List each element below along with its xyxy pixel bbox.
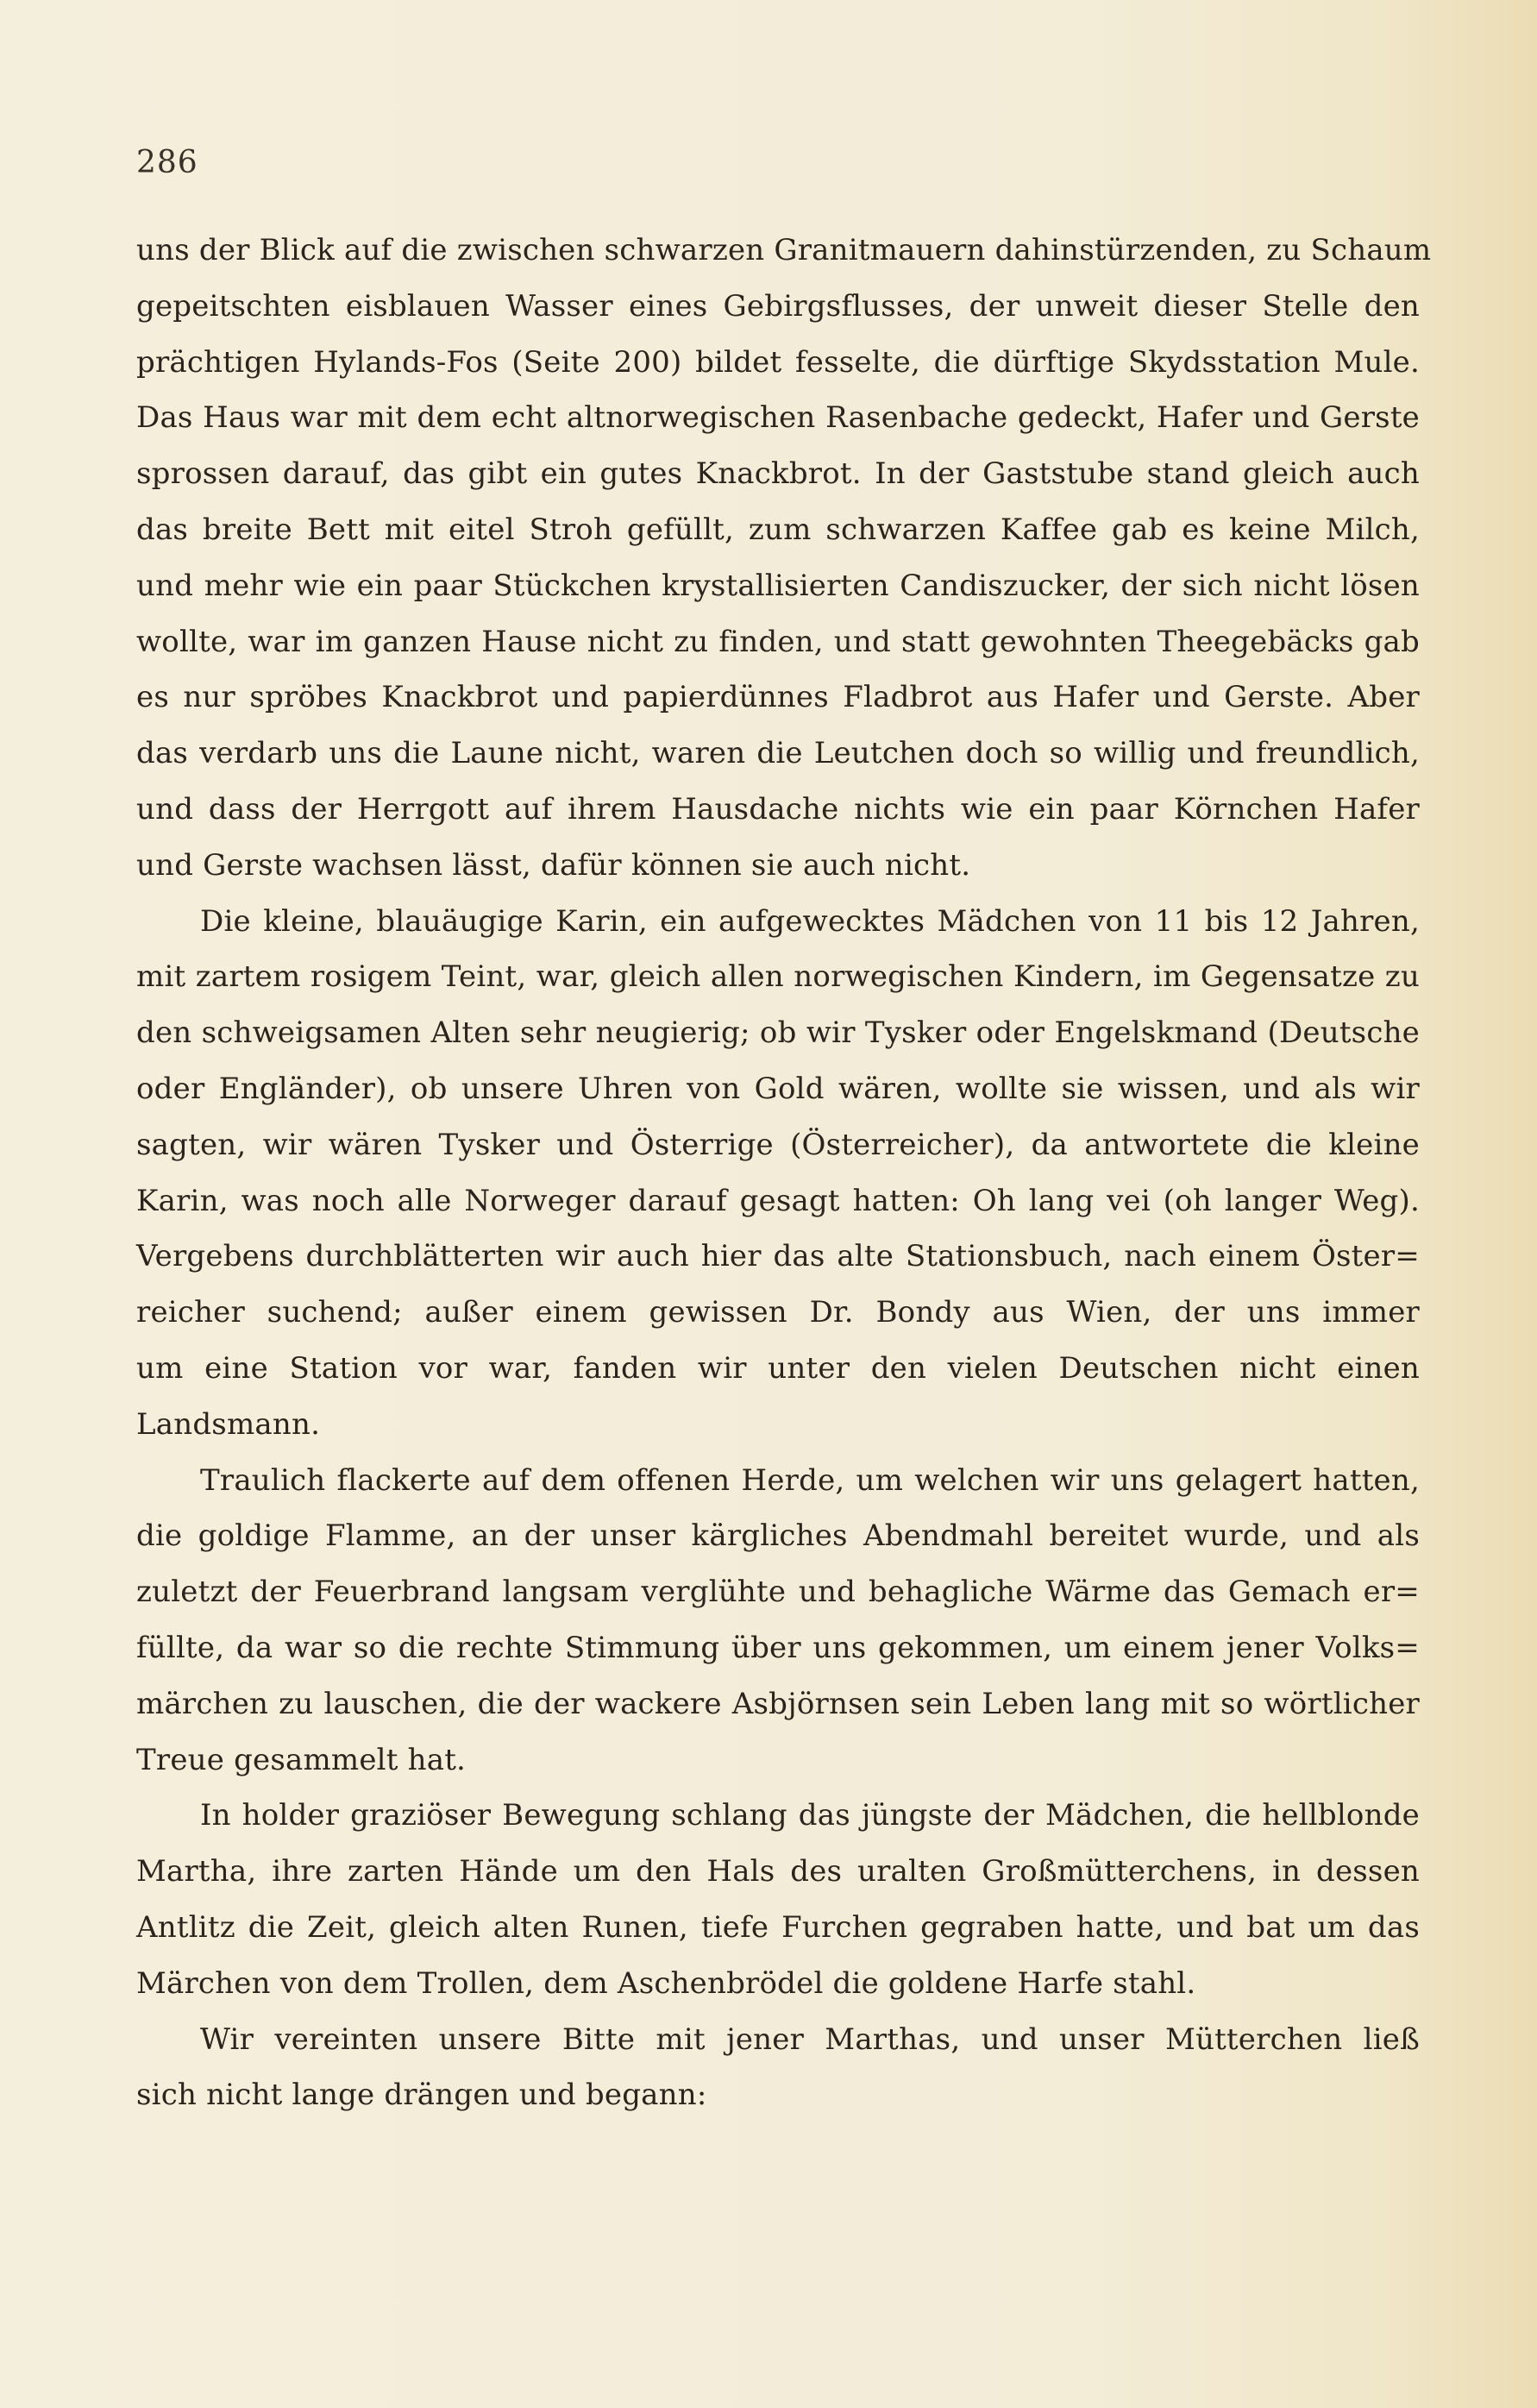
text-line: prächtigen Hylands-Fos (Seite 200) bildet fesselte, die dürftige Skydsstation Mule. bbox=[136, 344, 1420, 380]
text-line: Antlitz die Zeit, gleich alten Runen, tiefe Furchen gegraben hatte, und bat um das bbox=[136, 1909, 1420, 1945]
paragraph-5 bbox=[136, 2012, 1420, 2124]
text-line: Martha, ihre zarten Hände um den Hals des uralten Großmütterchens, in dessen bbox=[136, 1854, 1420, 1889]
text-line: um eine Station vor war, fanden wir unter den vielen Deutschen nicht einen bbox=[136, 1350, 1420, 1386]
paragraph-2 bbox=[136, 894, 1420, 1453]
text-line: Das Haus war mit dem echt altnorwegischen Rasenbache gedeckt, Hafer und Gerste bbox=[136, 400, 1420, 436]
text-line: füllte, da war so die rechte Stimmung über uns gekommen, um einem jener Volks= bbox=[136, 1630, 1420, 1665]
text-line: die goldige Flamme, an der unser kärgliches Abendmahl bereitet wurde, und als bbox=[136, 1518, 1420, 1554]
text-line: Wir vereinten unsere Bitte mit jener Marthas, und unser Mütterchen ließ bbox=[200, 2021, 1420, 2057]
text-line: und mehr wie ein paar Stückchen krystallisierten Candiszucker, der sich nicht lösen bbox=[136, 568, 1420, 603]
page-number: 286 bbox=[136, 145, 198, 180]
text-line: und Gerste wachsen lässt, dafür können sie auch nicht. bbox=[136, 847, 971, 883]
text-line: oder Engländer), ob unsere Uhren von Gold wären, wollte sie wissen, und als wir bbox=[136, 1071, 1420, 1106]
text-line: und dass der Herrgott auf ihrem Hausdache nichts wie ein paar Körnchen Hafer bbox=[136, 791, 1420, 827]
text-line: Märchen von dem Trollen, dem Aschenbrödel die goldene Harfe stahl. bbox=[136, 1965, 1196, 2001]
text-line: Die kleine, blauäugige Karin, ein aufgewecktes Mädchen von 11 bis 12 Jahren, bbox=[200, 903, 1420, 939]
paragraph-3 bbox=[136, 1453, 1420, 1789]
text-line: sagten, wir wären Tysker und Österrige (Österreicher), da antwortete die kleine bbox=[136, 1127, 1420, 1162]
text-line: das breite Bett mit eitel Stroh gefüllt, zum schwarzen Kaffee gab es keine Milch, bbox=[136, 512, 1420, 547]
text-line: In holder graziöser Bewegung schlang das jüngste der Mädchen, die hellblonde bbox=[200, 1798, 1420, 1833]
text-line: den schweigsamen Alten sehr neugierig; ob wir Tysker oder Engelskmand (Deutsche bbox=[136, 1015, 1420, 1051]
paragraph-4 bbox=[136, 1788, 1420, 2011]
text-line: gepeitschten eisblauen Wasser eines Gebirgsflusses, der unweit dieser Stelle den bbox=[136, 288, 1420, 324]
paragraph-1 bbox=[136, 223, 1432, 894]
text-line: es nur spröbes Knackbrot und papierdünnes Fladbrot aus Hafer und Gerste. Aber bbox=[136, 680, 1420, 715]
text-line: wollte, war im ganzen Hause nicht zu finden, und statt gewohnten Theegebäcks gab bbox=[136, 624, 1420, 659]
text-line: mit zartem rosigem Teint, war, gleich allen norwegischen Kindern, im Gegensatze zu bbox=[136, 959, 1420, 995]
text-line: sich nicht lange drängen und begann: bbox=[136, 2078, 707, 2113]
text-line: uns der Blick auf die zwischen schwarzen Granitmauern dahinstürzenden, zu Schaum bbox=[136, 233, 1432, 267]
text-line: das verdarb uns die Laune nicht, waren die Leutchen doch so willig und freundlich, bbox=[136, 736, 1420, 771]
text-line: Karin, was noch alle Norweger darauf gesagt hatten: Oh lang vei (oh langer Weg). bbox=[136, 1183, 1420, 1218]
text-line: Landsmann. bbox=[136, 1406, 321, 1442]
text-line: reicher suchend; außer einem gewissen Dr. Bondy aus Wien, der uns immer bbox=[136, 1295, 1420, 1330]
text-line: Traulich flackerte auf dem offenen Herde, um welchen wir uns gelagert hatten, bbox=[200, 1462, 1420, 1498]
text-line: zuletzt der Feuerbrand langsam verglühte und behagliche Wärme das Gemach er= bbox=[136, 1575, 1420, 1610]
text-line: Treue gesammelt hat. bbox=[136, 1742, 467, 1777]
text-line: sprossen darauf, das gibt ein gutes Knackbrot. In der Gaststube stand gleich auch bbox=[136, 456, 1420, 492]
body-text bbox=[136, 223, 1432, 2123]
text-line: Vergebens durchblätterten wir auch hier das alte Stationsbuch, nach einem Öster= bbox=[136, 1239, 1420, 1274]
text-line: märchen zu lauschen, die der wackere Asbjörnsen sein Leben lang mit so wörtlicher bbox=[136, 1686, 1420, 1721]
